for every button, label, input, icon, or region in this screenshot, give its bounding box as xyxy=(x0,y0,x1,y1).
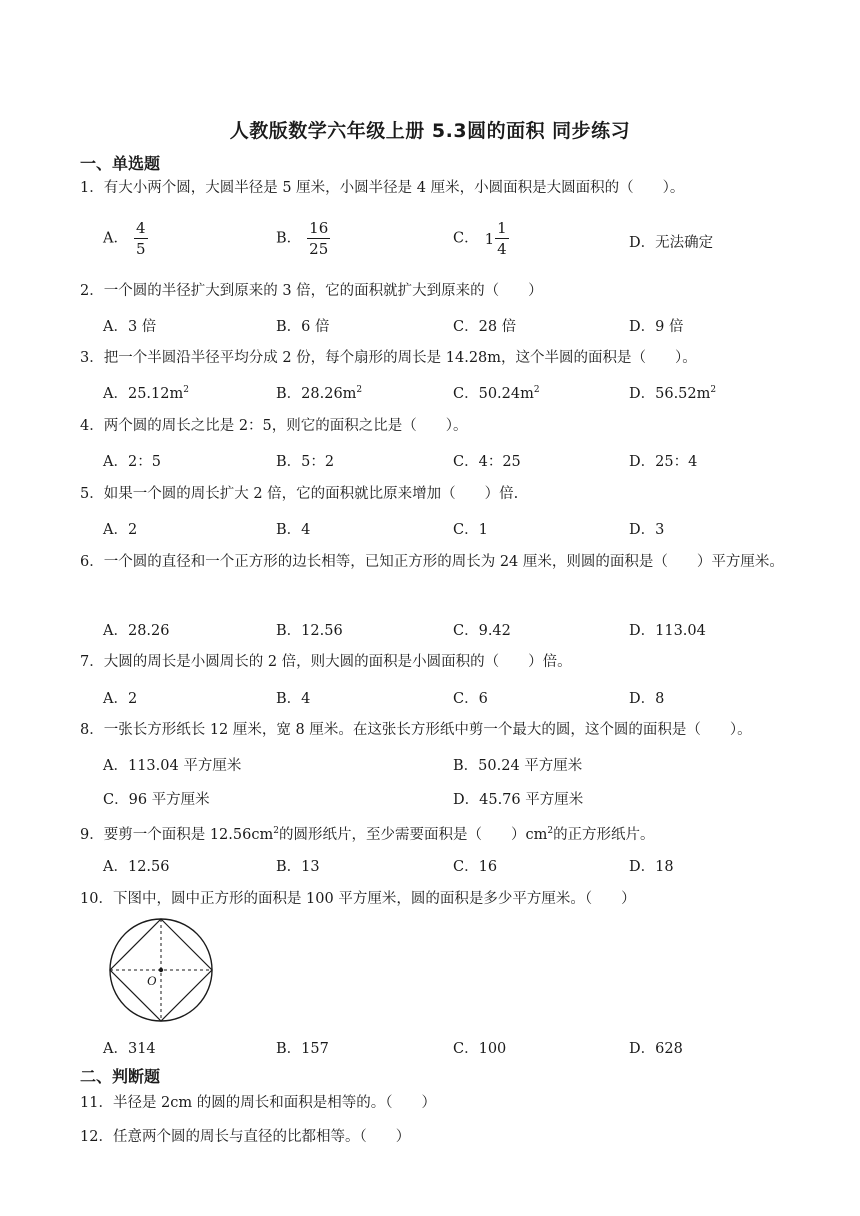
question-7-stem: 7．大圆的周长是小圆周长的 2 倍，则大圆的面积是小圆面积的（ ）倍。 xyxy=(80,654,572,670)
question-1-option-a[interactable] xyxy=(103,219,148,258)
fraction xyxy=(495,219,509,258)
superscript: 2 xyxy=(273,826,279,836)
question-3-option-b[interactable] xyxy=(276,382,362,403)
stem-text: 的正方形纸片。 xyxy=(553,826,655,843)
section-heading-single-choice: 一、单选题 xyxy=(80,154,161,173)
question-9-option-b[interactable]: B．13 xyxy=(276,859,320,875)
question-1-option-b[interactable] xyxy=(276,219,330,258)
option-text: B．28.26m xyxy=(276,386,357,402)
question-7-option-b[interactable]: B．4 xyxy=(276,691,311,707)
fraction xyxy=(307,219,330,258)
question-5-stem: 5．如果一个圆的周长扩大 2 倍，它的面积就比原来增加（ ）倍. xyxy=(80,486,519,502)
center-label: O xyxy=(147,973,157,988)
fraction-denominator: 5 xyxy=(135,240,146,258)
circle-square-figure xyxy=(104,918,216,1030)
question-10-stem: 10．下图中，圆中正方形的面积是 100 平方厘米，圆的面积是多少平方厘米。（ ） xyxy=(80,891,636,907)
question-2-option-c[interactable]: C．28 倍 xyxy=(453,319,517,335)
question-3-option-c[interactable] xyxy=(453,382,540,403)
fraction xyxy=(134,219,148,258)
superscript: 2 xyxy=(183,385,189,396)
question-10-option-b[interactable]: B．157 xyxy=(276,1041,329,1057)
question-11-stem: 11．半径是 2cm 的圆的周长和面积是相等的。（ ） xyxy=(80,1095,437,1111)
question-5-option-a[interactable]: A．2 xyxy=(103,522,138,538)
superscript: 2 xyxy=(356,385,363,396)
fraction-numerator: 1 xyxy=(497,219,507,237)
question-12-stem: 12．任意两个圆的周长与直径的比都相等。（ ） xyxy=(80,1129,411,1145)
question-1-stem: 1．有大小两个圆，大圆半径是 5 厘米，小圆半径是 4 厘米，小圆面积是大圆面积的（ ）。 xyxy=(80,180,685,196)
fraction-denominator: 4 xyxy=(497,240,507,258)
question-8-option-b[interactable]: B．50.24 平方厘米 xyxy=(453,758,583,774)
question-6-option-c[interactable]: C．9.42 xyxy=(453,623,511,639)
question-1-option-c[interactable] xyxy=(453,219,509,258)
question-6-stem: 6．一个圆的直径和一个正方形的边长相等，已知正方形的周长为 24 厘米，则圆的面积是（ ）平方厘米。 xyxy=(80,554,784,570)
stem-text: 的圆形纸片，至少需要面积是（ ）cm xyxy=(278,826,548,843)
question-7-option-d[interactable]: D．8 xyxy=(629,691,665,707)
question-7-option-c[interactable]: C．6 xyxy=(453,691,488,707)
option-label: B． xyxy=(276,230,302,247)
question-10-option-d[interactable]: D．628 xyxy=(629,1041,683,1057)
option-text: A．25.12m xyxy=(103,386,184,402)
question-8-option-a[interactable]: A．113.04 平方厘米 xyxy=(103,758,242,774)
superscript: 2 xyxy=(710,385,717,396)
question-4-stem: 4．两个圆的周长之比是 2：5，则它的面积之比是（ ）。 xyxy=(80,418,468,434)
superscript: 2 xyxy=(547,826,554,836)
question-6-option-b[interactable]: B．12.56 xyxy=(276,623,343,639)
option-text: C．50.24m xyxy=(453,386,534,402)
page-title: 人教版数学六年级上册 5.3圆的面积 同步练习 xyxy=(229,120,631,142)
fraction-denominator: 25 xyxy=(309,240,329,258)
question-5-option-b[interactable]: B．4 xyxy=(276,522,311,538)
question-8-stem: 8．一张长方形纸长 12 厘米，宽 8 厘米。在这张长方形纸中剪一个最大的圆，这个圆的面积是（ ）。 xyxy=(80,722,752,738)
option-label: C． xyxy=(453,230,479,247)
question-6-option-d[interactable]: D．113.04 xyxy=(629,623,706,639)
question-4-option-c[interactable]: C．4：25 xyxy=(453,454,521,470)
question-4-option-d[interactable]: D．25：4 xyxy=(629,454,698,470)
question-10-option-c[interactable]: C．100 xyxy=(453,1041,507,1057)
stem-text: 9．要剪一个面积是 12.56cm xyxy=(80,826,274,843)
question-8-option-c[interactable]: C．96 平方厘米 xyxy=(103,792,210,808)
question-7-option-a[interactable]: A．2 xyxy=(103,691,138,707)
fraction-numerator: 16 xyxy=(309,219,329,237)
question-2-option-a[interactable]: A．3 倍 xyxy=(103,319,157,335)
question-2-stem: 2．一个圆的半径扩大到原来的 3 倍，它的面积就扩大到原来的（ ） xyxy=(80,283,543,299)
question-5-option-c[interactable]: C．1 xyxy=(453,522,488,538)
question-3-option-a[interactable] xyxy=(103,382,189,403)
section-heading-true-false: 二、判断题 xyxy=(80,1067,161,1086)
option-text: D．56.52m xyxy=(629,386,711,402)
question-3-stem: 3．把一个半圆沿半径平均分成 2 份，每个扇形的周长是 14.28m，这个半圆的面积是（ ）。 xyxy=(80,350,697,366)
question-9-stem xyxy=(80,821,655,845)
question-9-option-a[interactable]: A．12.56 xyxy=(103,859,170,875)
question-9-option-c[interactable]: C．16 xyxy=(453,859,498,875)
mixed-whole: 1 xyxy=(484,229,495,248)
superscript: 2 xyxy=(533,385,540,396)
question-9-option-d[interactable]: D．18 xyxy=(629,859,674,875)
question-2-option-d[interactable]: D．9 倍 xyxy=(629,319,684,335)
question-4-option-b[interactable]: B．5：2 xyxy=(276,454,335,470)
question-8-option-d[interactable]: D．45.76 平方厘米 xyxy=(453,792,584,808)
question-2-option-b[interactable]: B．6 倍 xyxy=(276,319,330,335)
question-1-option-d[interactable]: D．无法确定 xyxy=(629,235,714,251)
option-label: A． xyxy=(103,230,128,247)
fraction-numerator: 4 xyxy=(135,219,146,237)
question-3-option-d[interactable] xyxy=(629,382,716,403)
mixed-number xyxy=(479,219,509,258)
question-4-option-a[interactable]: A．2：5 xyxy=(103,454,161,470)
question-10-option-a[interactable]: A．314 xyxy=(103,1041,156,1057)
question-5-option-d[interactable]: D．3 xyxy=(629,522,665,538)
question-6-option-a[interactable]: A．28.26 xyxy=(103,623,170,639)
center-point xyxy=(159,968,163,972)
